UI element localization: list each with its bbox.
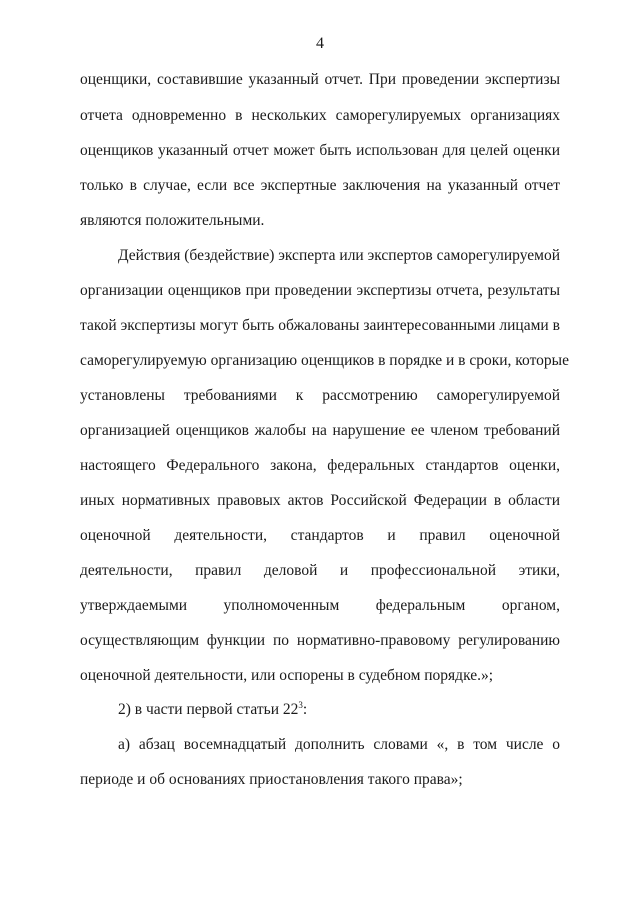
- text-line: настоящего Федерального закона, федеральных стандартов оценки,: [80, 457, 560, 474]
- list-item-2-text: 2) в части первой статьи 22: [118, 701, 299, 718]
- list-item-2-suffix: :: [302, 701, 308, 718]
- text-line: оценщики, составившие указанный отчет. При проведении экспертизы: [80, 71, 560, 88]
- text-line: утверждаемыми уполномоченным федеральным органом,: [80, 597, 560, 614]
- list-item-2: [118, 700, 598, 720]
- text-line: оценочной деятельности, стандартов и правил оценочной: [80, 527, 560, 544]
- text-line: такой экспертизы могут быть обжалованы заинтересованными лицами в: [80, 317, 560, 334]
- page-number: 4: [316, 35, 324, 52]
- text-line: периоде и об основаниях приостановления такого права»;: [80, 771, 463, 788]
- text-line: оценочной деятельности, или оспорены в судебном порядке.»;: [80, 667, 494, 684]
- text-line: а) абзац восемнадцатый дополнить словами «, в том числе о: [118, 736, 560, 753]
- text-line: Действия (бездействие) эксперта или экспертов саморегулируемой: [118, 247, 560, 264]
- text-line: установлены требованиями к рассмотрению саморегулируемой: [80, 387, 560, 404]
- text-line: только в случае, если все экспертные заключения на указанный отчет: [80, 177, 560, 194]
- text-line: деятельности, правил деловой и профессиональной этики,: [80, 562, 560, 579]
- text-line: организации оценщиков при проведении экспертизы отчета, результаты: [80, 282, 560, 299]
- text-line: отчета одновременно в нескольких саморегулируемых организациях: [80, 107, 560, 124]
- text-line: оценщиков указанный отчет может быть использован для целей оценки: [80, 142, 560, 159]
- text-line: иных нормативных правовых актов Российской Федерации в области: [80, 492, 560, 509]
- text-line: организацией оценщиков жалобы на нарушение ее членом требований: [80, 422, 560, 439]
- article-superscript: 3: [298, 700, 303, 710]
- text-line: саморегулируемую организацию оценщиков в порядке и в сроки, которые: [80, 352, 569, 369]
- text-line: осуществляющим функции по нормативно-правовому регулированию: [80, 632, 560, 649]
- text-line: являются положительными.: [80, 212, 265, 229]
